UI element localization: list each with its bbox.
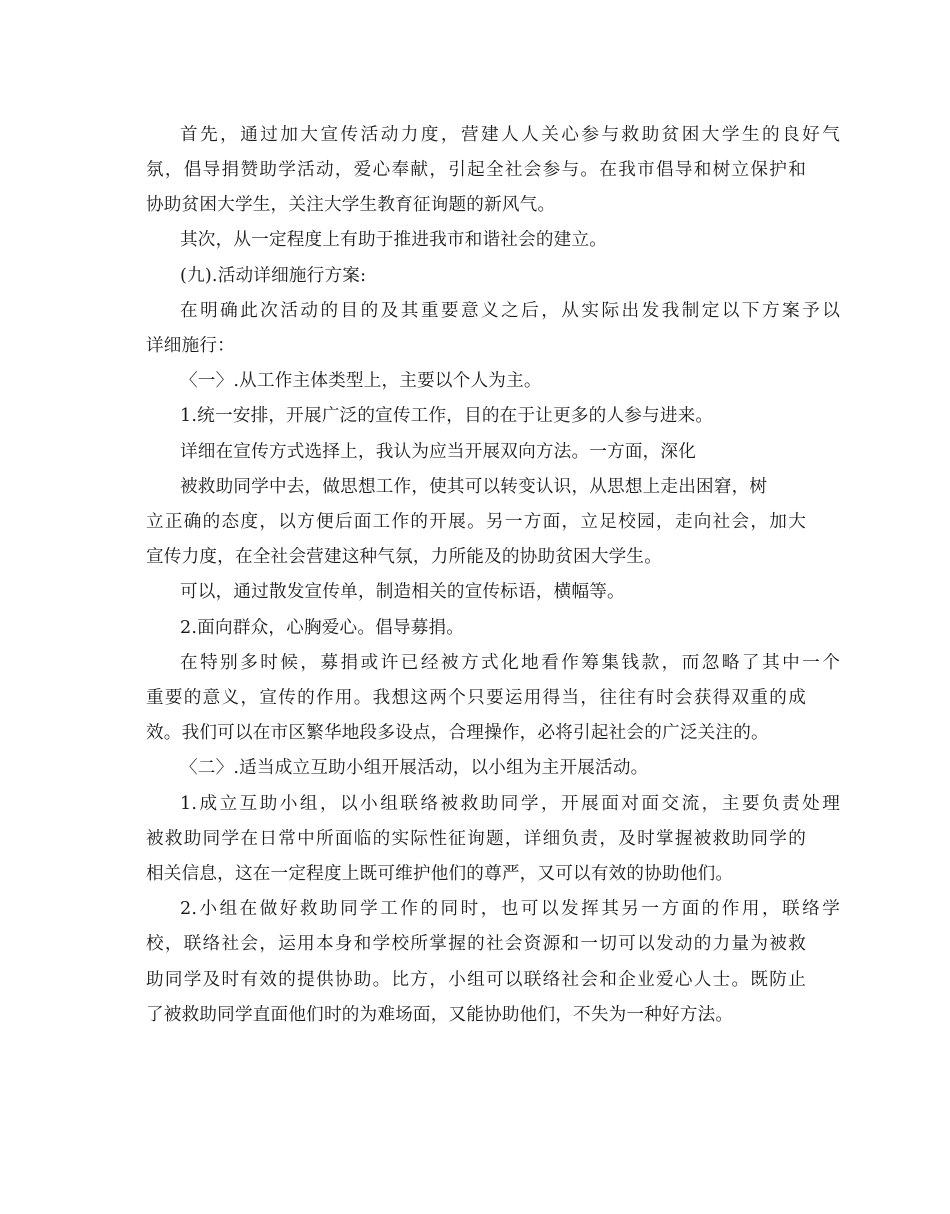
paragraph-line: 效。我们可以在市区繁华地段多设点，合理操作，必将引起社会的广泛关注的。 [146, 723, 769, 743]
paragraph-line: 校，联络社会，运用本身和学校所掌握的社会资源和一切可以发动的力量为被救 [146, 934, 806, 954]
list-item: 2.面向群众，心胸爱心。倡导募捐。 [180, 618, 465, 638]
paragraph-line: 详细在宣传方式选择上，我认为应当开展双向方法。一方面，深化 [180, 442, 697, 462]
paragraph-line: 了被救助同学直面他们时的为难场面，又能协助他们，不失为一种好方法。 [146, 1005, 734, 1025]
paragraph-line: 被救助同学中去，做思想工作，使其可以转变认识，从思想上走出困窘，树 [180, 477, 768, 497]
subsection-heading: 〈一〉.从工作主体类型上，主要以个人为主。 [180, 371, 542, 391]
paragraph-line: 可以，通过散发宣传单，制造相关的宣传标语，横幅等。 [180, 582, 625, 602]
paragraph-line: 在特别多时候，募捐或许已经被方式化地看作筹集钱款，而忽略了其中一个 [180, 653, 840, 673]
list-item: 2.小组在做好救助同学工作的同时，也可以发挥其另一方面的作用，联络学 [180, 899, 840, 919]
paragraph-line: 立正确的态度，以方便后面工作的开展。另一方面，立足校园，走向社会，加大 [146, 512, 806, 532]
paragraph-line: 协助贫困大学生，关注大学生教育征询题的新风气。 [146, 195, 556, 215]
paragraph-line: 其次，从一定程度上有助于推进我市和谐社会的建立。 [180, 230, 608, 250]
paragraph-line: 氛，倡导捐赞助学活动，爱心奉献，引起全社会参与。在我市倡导和树立保护和 [146, 160, 806, 180]
paragraph-line: 详细施行： [146, 336, 235, 356]
paragraph-line: 首先，通过加大宣传活动力度，营建人人关心参与救助贫困大学生的良好气 [180, 125, 840, 145]
subsection-heading: 〈二〉.适当成立互助小组开展活动，以小组为主开展活动。 [180, 758, 649, 778]
paragraph-line: 被救助同学在日常中所面临的实际性征询题，详细负责，及时掌握被救助同学的 [146, 829, 806, 849]
paragraph-line: 宣传力度，在全社会营建这种气氛，力所能及的协助贫困大学生。 [146, 547, 663, 567]
paragraph-line: 相关信息，这在一定程度上既可维护他们的尊严，又可以有效的协助他们。 [146, 864, 734, 884]
paragraph-line: 助同学及时有效的提供协助。比方，小组可以联络社会和企业爱心人士。既防止 [146, 970, 806, 990]
paragraph-line: 在明确此次活动的目的及其重要意义之后，从实际出发我制定以下方案予以 [180, 301, 840, 321]
list-item: 1.统一安排，开展广泛的宣传工作，目的在于让更多的人参与进来。 [180, 406, 714, 426]
list-item: 1.成立互助小组，以小组联络被救助同学，开展面对面交流，主要负责处理 [180, 794, 840, 814]
paragraph-line: 重要的意义，宣传的作用。我想这两个只要运用得当，往往有时会获得双重的成 [146, 688, 806, 708]
section-heading: (九).活动详细施行方案: [180, 266, 367, 286]
